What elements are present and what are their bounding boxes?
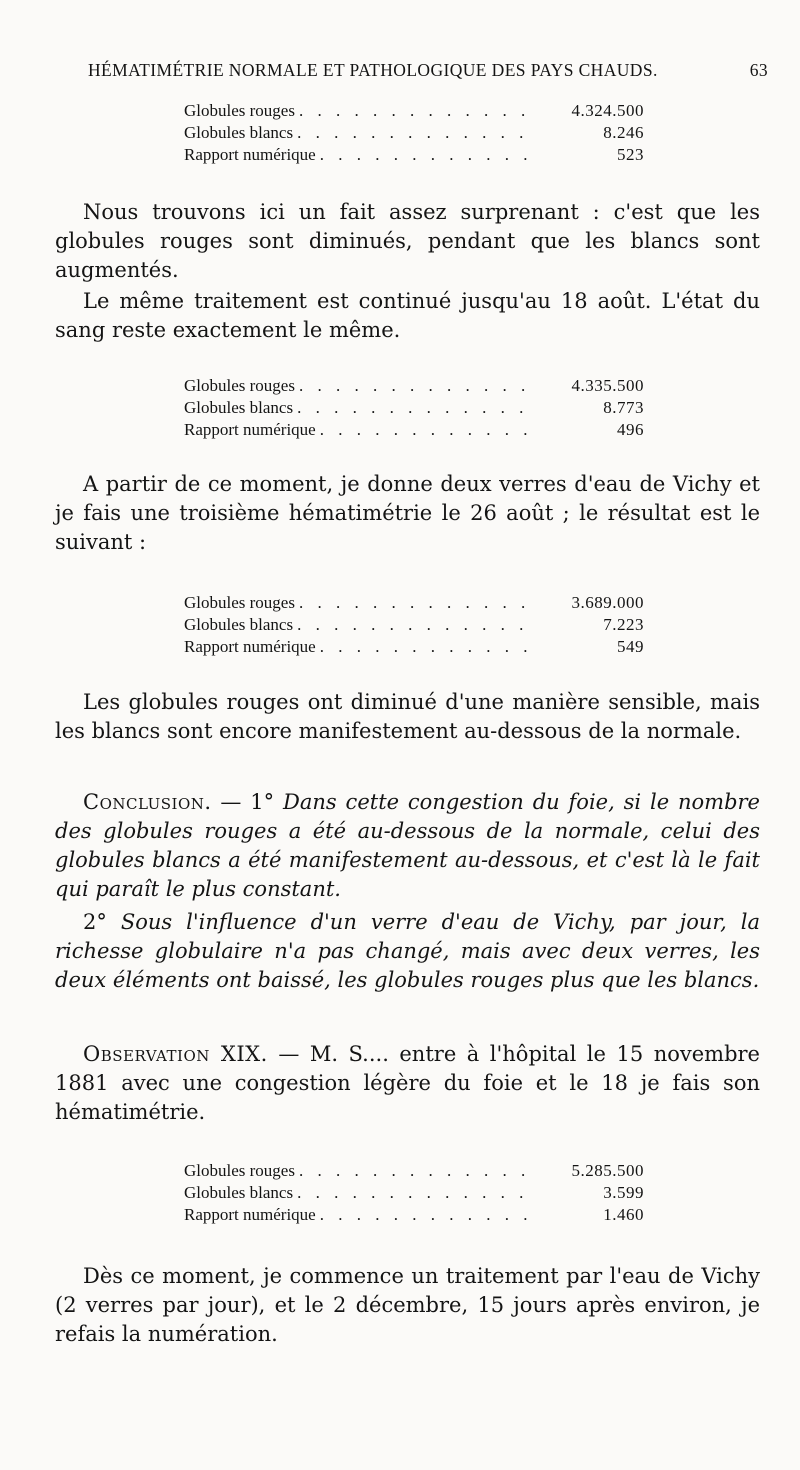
conclusion-text-2: Sous l'influence d'un verre d'eau de Vichy, par jour, la richesse globulaire n'a pas changé, mais avec deux verres, les deux éléments ont baissé, les globules rouges plus que les blancs. — [55, 910, 760, 992]
paragraph-2: Le même traitement est continué jusqu'au 18 août. L'état du sang reste exactement le même. — [55, 289, 760, 342]
row-value: 8.773 — [603, 398, 644, 417]
table-row — [184, 100, 644, 122]
row-value: 7.223 — [603, 615, 644, 634]
conclusion-text-1: Dans cette congestion du foie, si le nombre des globules rouges a été au-dessous de la normale, celui des globules blancs a été manifestement au-dessous, et c'est là le fait qui paraît le plus constant. — [55, 790, 760, 901]
row-value: 549 — [617, 637, 644, 656]
blood-count-table-3 — [184, 592, 644, 658]
conclusion-paragraph-2 — [55, 908, 760, 995]
row-label: Rapport numérique — [184, 420, 316, 439]
row-value: 3.689.000 — [571, 593, 644, 612]
row-label: Globules blancs — [184, 398, 294, 417]
table-row — [184, 636, 644, 658]
blood-count-table-4 — [184, 1160, 644, 1226]
page-number: 63 — [749, 60, 768, 80]
observation-label: Observation XIX. — [83, 1042, 268, 1066]
row-label: Globules rouges — [184, 376, 295, 395]
row-label: Globules blancs — [184, 123, 294, 142]
row-value: 5.285.500 — [571, 1161, 644, 1180]
conclusion-paragraph — [55, 788, 760, 904]
table-row — [184, 122, 644, 144]
conclusion-number-1: 1° — [250, 790, 275, 814]
table-row — [184, 1204, 644, 1226]
row-value: 523 — [617, 145, 644, 164]
row-label: Globules rouges — [184, 1161, 295, 1180]
running-title: HÉMATIMÉTRIE NORMALE ET PATHOLOGIQUE DES PAYS CHAUDS. — [88, 60, 658, 80]
row-value: 8.246 — [603, 123, 644, 142]
row-value: 4.335.500 — [571, 376, 644, 395]
row-label: Rapport numérique — [184, 637, 316, 656]
row-label: Rapport numérique — [184, 1205, 316, 1224]
observation-paragraph — [55, 1040, 760, 1127]
conclusion-number-2: 2° — [83, 910, 107, 934]
row-value: 496 — [617, 420, 644, 439]
table-row — [184, 614, 644, 636]
conclusion-label: Conclusion. — [83, 790, 212, 814]
table-row — [184, 419, 644, 441]
table-row — [184, 1182, 644, 1204]
paragraph-1: Nous trouvons ici un fait assez surprenant : c'est que les globules rouges sont diminués, pendant que les blancs sont augmentés. — [55, 200, 760, 282]
conclusion-dash: — — [211, 790, 251, 814]
blood-count-table-1 — [184, 100, 644, 166]
table-row — [184, 144, 644, 166]
running-header — [88, 60, 768, 81]
table-row — [184, 375, 644, 397]
paragraph-3: A partir de ce moment, je donne deux verres d'eau de Vichy et je fais une troisième hématimétrie le 26 août ; le résultat est le suivant : — [55, 472, 760, 554]
row-value: 1.460 — [603, 1205, 644, 1224]
row-label: Rapport numérique — [184, 145, 316, 164]
row-label: Globules blancs — [184, 1183, 294, 1202]
table-row — [184, 397, 644, 419]
row-value: 4.324.500 — [571, 101, 644, 120]
row-label: Globules rouges — [184, 101, 295, 120]
paragraph-4: Les globules rouges ont diminué d'une manière sensible, mais les blancs sont encore manifestement au-dessous de la normale. — [55, 690, 760, 743]
observation-text: — M. S.... entre à l'hôpital le 15 novembre 1881 avec une congestion légère du foie et le 18 je fais son hématimétrie. — [55, 1042, 760, 1124]
row-label: Globules rouges — [184, 593, 295, 612]
paragraph-5: Dès ce moment, je commence un traitement par l'eau de Vichy (2 verres par jour), et le 2 décembre, 15 jours après environ, je refais la numération. — [55, 1264, 760, 1346]
row-label: Globules blancs — [184, 615, 294, 634]
row-value: 3.599 — [603, 1183, 644, 1202]
table-row — [184, 592, 644, 614]
table-row — [184, 1160, 644, 1182]
blood-count-table-2 — [184, 375, 644, 441]
